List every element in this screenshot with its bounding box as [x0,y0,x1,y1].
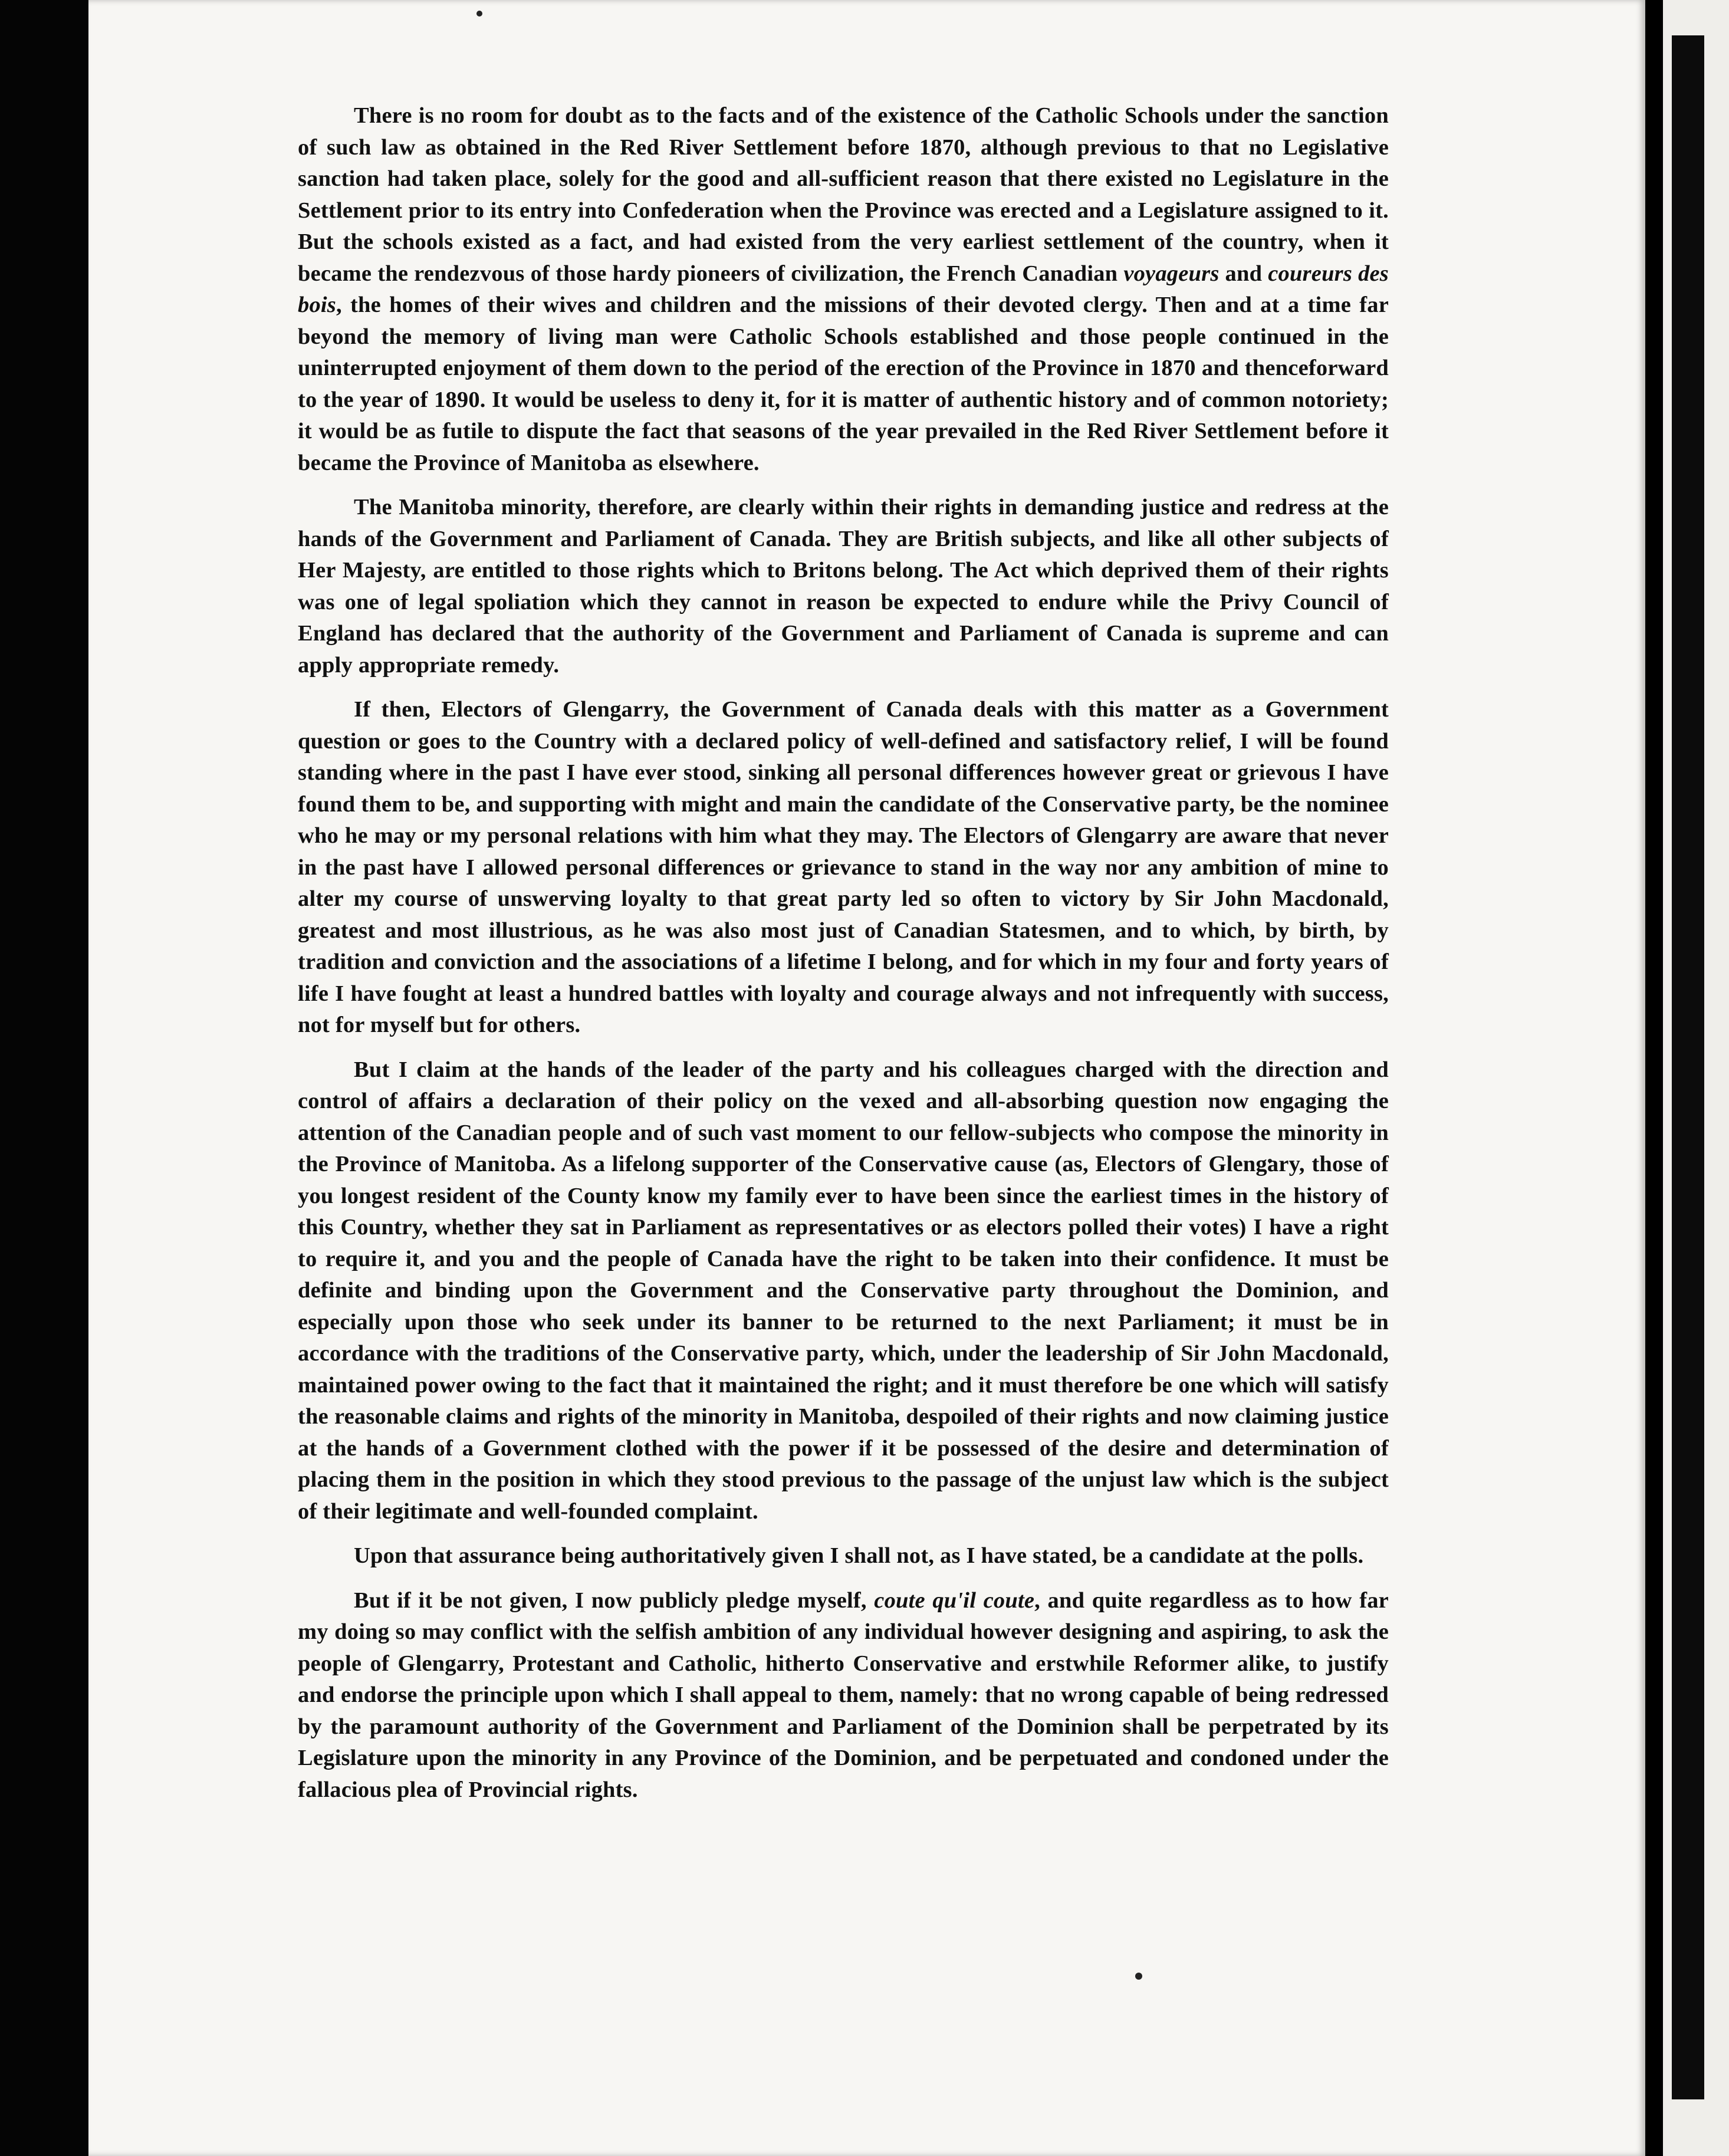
paragraph [298,100,1389,479]
scan-border-left [0,0,88,2156]
text-run: and [1219,261,1268,286]
paragraph [298,1540,1389,1572]
text-run: But if it be not given, I now publicly pledge myself, [354,1588,875,1613]
ink-speck [1135,1973,1142,1980]
text-run: The Manitoba minority, therefore, are clearly within their rights in demanding justice and redress at the hands of the Government and Parliament of Canada. They are British subjects, and like all other subjects of Her Majesty, are entitled to those rights which to Britons belong. The Act which deprived them of their rights was one of legal spoliation which they cannot in reason be expected to endure while the Privy Council of England has declared that the authority of the Government and Parliament of Canada is supreme and can apply appropriate remedy. [298,495,1389,678]
text-run: Upon that assurance being authoritatively given I shall not, as I have stated, be a candidate at the polls. [354,1543,1364,1568]
text-run: , the homes of their wives and children and the missions of their devoted clergy. Then and at a time far beyond the memory of living man were Catholic Schools established and those people continued in the uninterrupted enjoyment of them down to the period of the erection of the Province in 1870 and thenceforward to the year of 1890. It would be useless to deny it, for it is matter of authentic history and of common notoriety; it would be as futile to dispute the fact that seasons of the year prevailed in the Red River Settlement before it became the Province of Manitoba as elsewhere. [298,292,1389,475]
text-run: There is no room for doubt as to the facts and of the existence of the Catholic Schools under the sanction of such law as obtained in the Red River Settlement before 1870, although previous to that no Legislative sanction had taken place, solely for the good and all-sufficient reason that there existed no Legislature in the Settlement prior to its entry into Confederation when the Province was erected and a Legislature assigned to it. But the schools existed as a fact, and had existed from the very earliest settlement of the country, when it became the rendezvous of those hardy pioneers of civilization, the French Canadian [298,103,1389,286]
text-run: , and quite regardless as to how far my doing so may conflict with the selfish ambition of any individual however designing and aspiring, to ask the people of Glengarry, Protestant and Catholic, hitherto Conservative and erstwhile Reformer alike, to justify and endorse the principle upon which I shall appeal to them, namely: that no wrong capable of being redressed by the paramount authority of the Government and Parliament of the Dominion shall be perpetrated by its Legislature upon the minority in any Province of the Dominion, and be perpetuated and condoned under the fallacious plea of Provincial rights. [298,1588,1389,1802]
italic-phrase: voyageurs [1123,261,1219,286]
text-run: But I claim at the hands of the leader of the party and his colleagues charged with the direction and control of affairs a declaration of their policy on the vexed and all-absorbing question now engaging the attention of the Canadian people and of such vast moment to our fellow-subjects who compose the minority in the Province of Manitoba. As a lifelong supporter of the Conservative cause (as, Electors of Glengary, those of you longest resident of the County know my family ever to have been since the earliest times in the history of this Country, whether they sat in Parliament as representatives or as electors polled their votes) I have a right to require it, and you and the people of Canada have the right to be taken into their confidence. It must be definite and binding upon the Government and the Conservative party throughout the Dominion, and especially upon those who seek under its banner to be returned to the next Parliament; it must be in accordance with the traditions of the Conservative party, which, under the leadership of Sir John Macdonald, maintained power owing to the fact that it maintained the right; and it must therefore be one which will satisfy the reasonable claims and rights of the minority in Manitoba, despoiled of their rights and now claiming justice at the hands of a Government clothed with the power if it be possessed of the desire and determination of placing them in the position in which they stood previous to the passage of the unjust law which is the subject of their legitimate and well-founded complaint. [298,1057,1389,1524]
text-run: If then, Electors of Glengarry, the Government of Canada deals with this matter as a Government question or goes to the Country with a declared policy of well-defined and satisfactory relief, I will be found standing where in the past I have ever stood, sinking all personal differences however great or grievous I have found them to be, and supporting with might and main the candidate of the Conservative party, be the nominee who he may or my personal relations with him what they may. The Electors of Glengarry are aware that never in the past have I allowed personal differences or grievance to stand in the way nor any ambition of mine to alter my course of unswerving loyalty to that great party led so often to victory by Sir John Macdonald, greatest and most illustrious, as he was also most just of Canadian Statesmen, and to which, by birth, by tradition and conviction and the associations of a lifetime I belong, and for which in my four and forty years of life I have fought at least a hundred battles with loyalty and courage always and not infrequently with success, not for myself but for others. [298,697,1389,1037]
paragraph [298,1585,1389,1806]
scan-gutter-shadow [1672,35,1704,2099]
paragraph [298,1054,1389,1528]
paragraph [298,694,1389,1041]
italic-phrase: coureurs des bois [298,261,1389,317]
paragraph [298,492,1389,681]
ink-speck [476,11,482,17]
italic-phrase: coute qu'il coute [874,1588,1035,1613]
letter-body [298,100,1389,1819]
